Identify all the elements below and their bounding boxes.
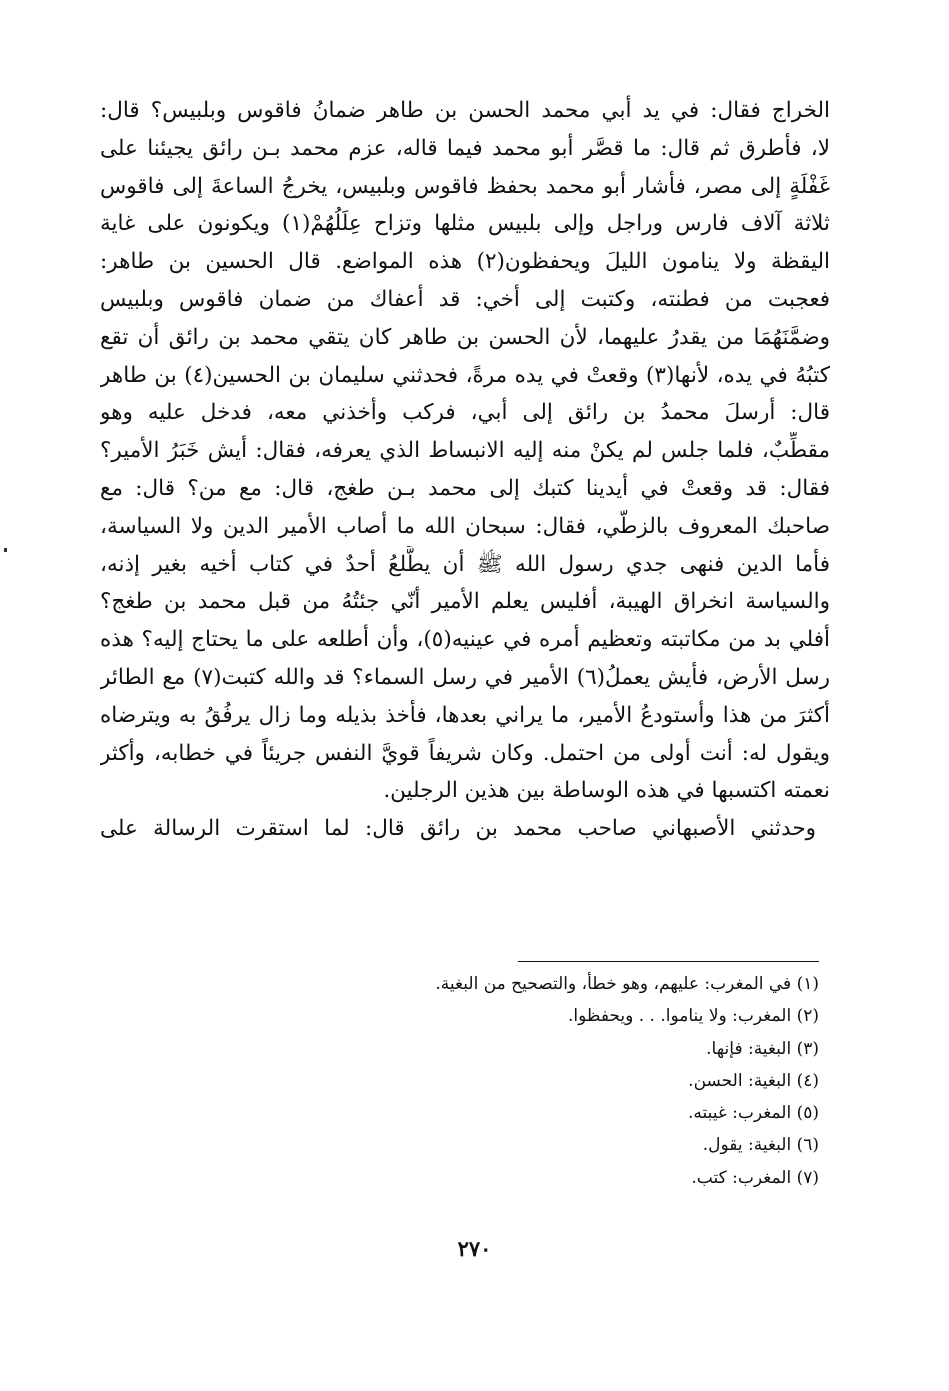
footnote: (٣) البغية: فإنها. <box>706 1038 819 1059</box>
text-line: رسل الأرض، فأيش يعملُ(٦) الأمير في رسل السماء؟ قد والله كتبت(٧) مع الطائر <box>100 664 830 690</box>
text-line: لا، فأطرق ثم قال: ما قصَّر أبو محمد فيما قاله، عزم محمد بـن رائق يجيئنا على <box>100 135 830 161</box>
main-text <box>100 92 830 848</box>
text-line: أكثرَ من هذا وأستودعُ الأمير، ما يراني بعدها، فأخذ بذيله وما زال يرفُقُ به ويترضاه <box>100 702 830 728</box>
text-line: الخراج فقال: في يد أبي محمد الحسن بن طاهر ضمانُ فاقوس وبلبيس؟ قال: <box>100 98 830 123</box>
text-line: اليقظة ولا ينامون الليلَ ويحفظون(٢) هذه المواضع. قال الحسين بن طاهر: <box>100 249 830 275</box>
text-line: مقطِّبٌ، فلما جلس لم يكنْ منه إليه الانبساط الذي يعرفه، فقال: أيش خَبَرُ الأمير؟ <box>100 438 830 464</box>
text-line: فأما الدين فنهى جدي رسول الله ﷺ أن يطَّلعُ أحدٌ في كتاب أخيه بغير إذنه، <box>100 551 830 577</box>
footnotes <box>119 968 819 1194</box>
text-line: والسياسة انخراق الهيبة، أفليس يعلم الأمير أنّي جئتُهُ من قبل محمد بن طغج؟ <box>100 589 830 615</box>
text-line-paragraph-end: نعمته اكتسبها في هذه الوساطة بين هذين الرجلين. <box>383 778 830 804</box>
footnote: (٥) المغرب: غيبته. <box>687 1103 819 1124</box>
text-line: ويقول له: أنت أولى من احتمل. وكان شريفاً قويَّ النفس جريئاً في خطابه، وأكثر <box>100 740 830 766</box>
page-number: ٢٧٠ <box>457 1236 492 1261</box>
text-line: أفلي بد من مكاتبته وتعظيم أمره في عينيه(٥)، وأن أطلعه على ما يحتاج إليه؟ هذه <box>100 627 830 653</box>
text-line-paragraph-start: وحدثني الأصبهاني صاحب محمد بن رائق قال: لما استقرت الرسالة على <box>100 816 816 842</box>
text-line: غَفْلَةٍ إلى مصر، فأشار أبو محمد بحفظ فاقوس وبلبيس، يخرجُ الساعةَ إلى فاقوس <box>100 173 830 199</box>
footnote: (٧) المغرب: كتب. <box>691 1167 819 1188</box>
text-line: فقال: قد وقعتْ في أيدينا كتبك إلى محمد بـن طغج، قال: مع من؟ قال: مع <box>100 475 830 501</box>
footnote: (٤) البغية: الحسن. <box>688 1070 819 1091</box>
scan-speck <box>4 548 7 552</box>
text-line: ثلاثة آلاف فارس وراجل وإلى بلبيس مثلها وتزاح عِلَلُهُمْ(١) ويكونون على غاية <box>100 211 830 237</box>
footnote-separator-rule <box>518 961 819 962</box>
text-line: فعجبت من فطنته، وكتبت إلى أخي: قد أعفاك من ضمان فاقوس وبلبيس <box>100 286 830 312</box>
text-line: صاحبك المعروف بالزطّي، فقال: سبحان الله ما أصاب الأمير الدين ولا السياسة، <box>100 513 830 539</box>
footnote: (١) في المغرب: عليهم، وهو خطأ، والتصحيح من البغية. <box>435 974 819 994</box>
footnote: (٢) المغرب: ولا يناموا. . . ويحفظوا. <box>567 1006 819 1027</box>
text-line: كتبُهُ في يده، لأنها(٣) وقعتْ في يده مرةً، فحدثني سليمان بن الحسين(٤) بن طاهر <box>100 362 830 388</box>
text-line: قال: أرسلَ محمدُ بن رائق إلى أبي، فركب وأخذني معه، فدخل عليه وهو <box>100 400 830 426</box>
footnote: (٦) البغية: يقول. <box>702 1135 819 1156</box>
text-line: وضمَّنَهُمَا من يقدرُ عليهما، لأن الحسن بن طاهر كان يتقي محمد بن رائق أن تقع <box>100 324 830 350</box>
